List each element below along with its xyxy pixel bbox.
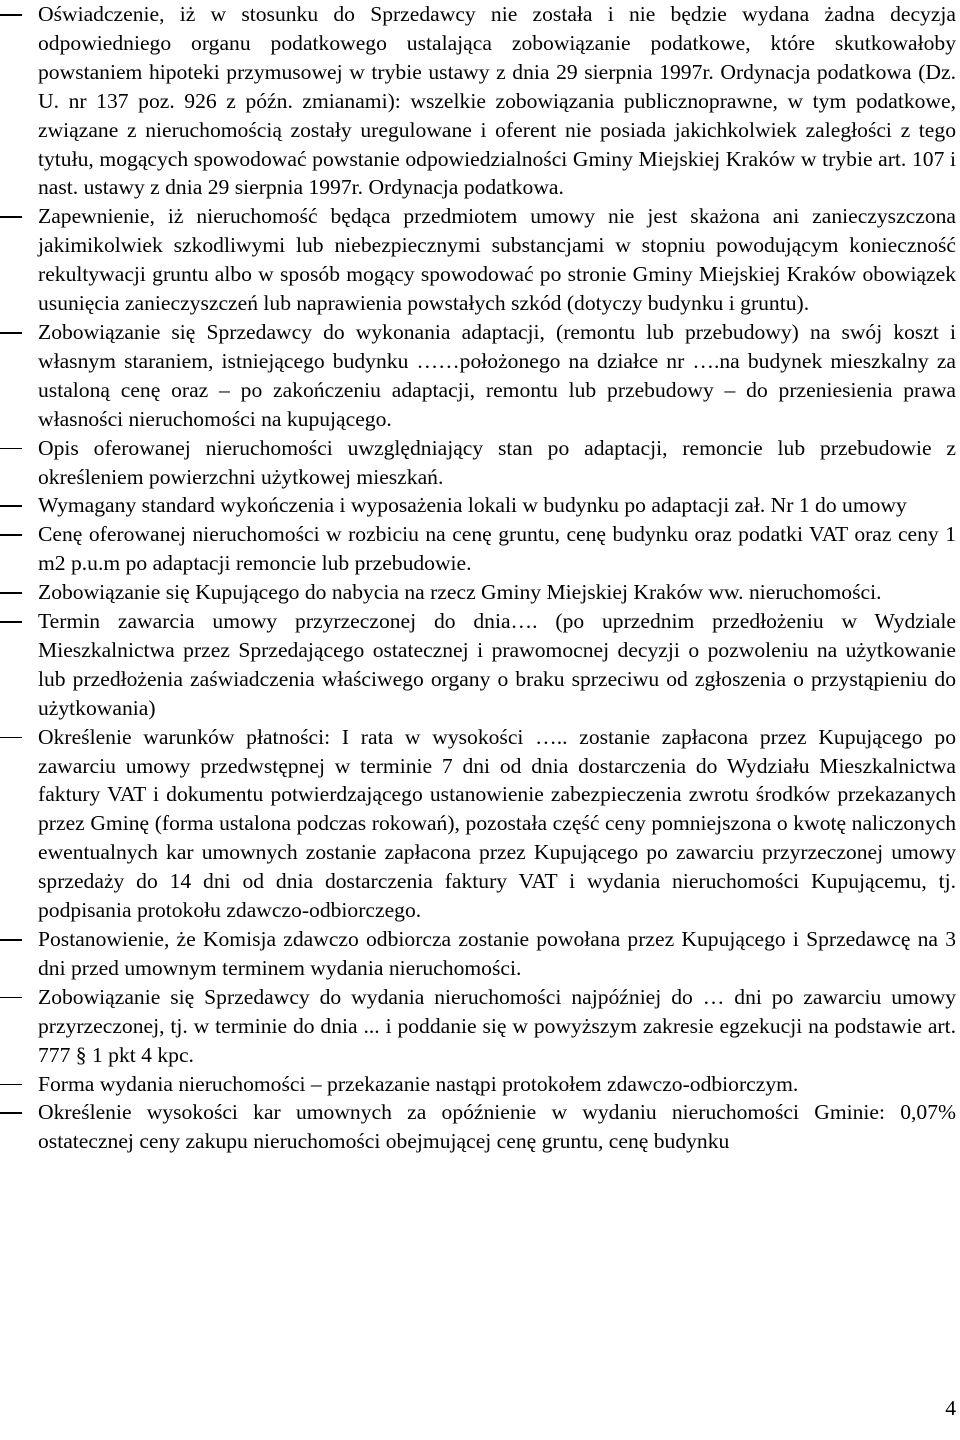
list-item-text: Zapewnienie, iż nieruchomość będąca przedmiotem umowy nie jest skażona ani zanieczyszczona jakimikolwiek szkodliwymi lub niebezpiecznymi substancjami w stopniu powodującym konieczność rekultywacji gruntu albo w sposób mogący spowodować po stronie Gminy Miejskiej Kraków obowiązek usunięcia zanieczyszczeń lub naprawienia powstałych szkód (dotyczy budynku i gruntu).: [38, 204, 956, 316]
dash-bullet: [0, 14, 22, 16]
list-item: [0, 1098, 956, 1156]
list-item: [0, 520, 956, 578]
list-item-text: Oświadczenie, iż w stosunku do Sprzedawcy nie została i nie będzie wydana żadna decyzja odpowiedniego organu podatkowego ustalająca zobowiązanie podatkowe, które skutkowałoby powstaniem hipoteki przymusowej w trybie ustawy z dnia 29 sierpnia 1997r. Ordynacja podatkowa (Dz. U. nr 137 poz. 926 z późn. zmianami): wszelkie zobowiązania publicznoprawne, w tym podatkowe, związane z nieruchomością zostały uregulowane i oferent nie posiada jakichkolwiek zaległości z tego tytułu, mogących spowodować powstanie odpowiedzialności Gminy Miejskiej Kraków w trybie art. 107 i nast. ustawy z dnia 29 sierpnia 1997r. Ordynacja podatkowa.: [38, 2, 956, 200]
list-item: [0, 578, 956, 607]
list-item-text: Zobowiązanie się Sprzedawcy do wykonania adaptacji, (remontu lub przebudowy) na swój koszt i własnym staraniem, istniejącego budynku ……położonego na działce nr ….na budynek mieszkalny za ustaloną cenę oraz – po zakończeniu adaptacji, remontu lub przebudowy – do przeniesienia prawa własności nieruchomości na kupującego.: [38, 319, 956, 431]
list-item: [0, 925, 956, 983]
list-item-text: Termin zawarcia umowy przyrzeczonej do dnia…. (po uprzednim przedłożeniu w Wydziale Mieszkalnictwa przez Sprzedającego ostatecznej i prawomocnej decyzji o pozwoleniu na użytkowanie lub przedłożenia zaświadczenia właściwego organy o braku sprzeciwu od zgłoszenia o przystąpieniu do użytkowania): [38, 609, 956, 720]
dash-bullet: [0, 505, 22, 507]
dash-bullet: [0, 216, 22, 218]
dash-bullet: [0, 1084, 22, 1086]
list-item: [0, 434, 956, 492]
dash-bullet: [0, 621, 22, 623]
list-item: [0, 318, 956, 434]
list-item-text: Postanowienie, że Komisja zdawczo odbiorcza zostanie powołana przez Kupującego i Sprzedawcę na 3 dni przed umownym terminem wydania nieruchomości.: [38, 927, 956, 980]
list-item: [0, 0, 956, 202]
list-item-text: Wymagany standard wykończenia i wyposażenia lokali w budynku po adaptacji zał. Nr 1 do umowy: [38, 493, 907, 518]
list-item: [0, 983, 956, 1070]
list-item: [0, 202, 956, 318]
page-number: 4: [945, 1396, 956, 1420]
list-item-text: Opis oferowanej nieruchomości uwzględniający stan po adaptacji, remoncie lub przebudowie z określeniem powierzchni użytkowej mieszkań.: [38, 435, 956, 489]
list-item: [0, 723, 956, 925]
dash-bullet: [0, 737, 22, 739]
list-item-text: Zobowiązanie się Kupującego do nabycia na rzecz Gminy Miejskiej Kraków ww. nieruchomości.: [38, 580, 882, 605]
dash-bullet: [0, 592, 22, 594]
list-item: [0, 1070, 956, 1099]
list-item-text: Forma wydania nieruchomości – przekazanie nastąpi protokołem zdawczo-odbiorczym.: [38, 1071, 799, 1096]
list-item-text: Określenie wysokości kar umownych za opóźnienie w wydaniu nieruchomości Gminie: 0,07% ostatecznej ceny zakupu nieruchomości obejmującej cenę gruntu, cenę budynku: [38, 1100, 956, 1154]
dash-bullet: [0, 997, 22, 999]
list-item-text: Zobowiązanie się Sprzedawcy do wydania nieruchomości najpóźniej do … dni po zawarciu umowy przyrzeczonej, tj. w terminie do dnia ... i poddanie się w powyższym zakresie egzekucji na podstawie art. 777 § 1 pkt 4 kpc.: [38, 984, 956, 1067]
dash-bullet: [0, 939, 22, 941]
list-item-text: Cenę oferowanej nieruchomości w rozbiciu na cenę gruntu, cenę budynku oraz podatki VAT oraz ceny 1 m2 p.u.m po adaptacji remoncie lub przebudowie.: [38, 522, 956, 576]
list-item-text: Określenie warunków płatności: I rata w wysokości ….. zostanie zapłacona przez Kupującego po zawarciu umowy przedwstępnej w terminie 7 dni od dnia dostarczenia do Wydziału Mieszkalnictwa faktury VAT i dokumentu potwierdzającego ustanowienie zabezpieczenia zwrotu środków przekazanych przez Gminę (forma ustalona podczas rokowań), pozostała część ceny pomniejszona o kwotę naliczonych ewentualnych kar umownych zostanie zapłacona przez Kupującego po zawarciu przyrzeczonej umowy sprzedaży do 14 dni od dnia dostarczenia faktury VAT i wydania nieruchomości Kupującemu, tj. podpisania protokołu zdawczo-odbiorczego.: [38, 724, 956, 923]
list-item: [0, 491, 956, 520]
list-item: [0, 607, 956, 723]
dash-bullet: [0, 448, 22, 450]
dash-bullet: [0, 1112, 22, 1114]
dash-bullet: [0, 534, 22, 536]
dash-bullet: [0, 332, 22, 334]
